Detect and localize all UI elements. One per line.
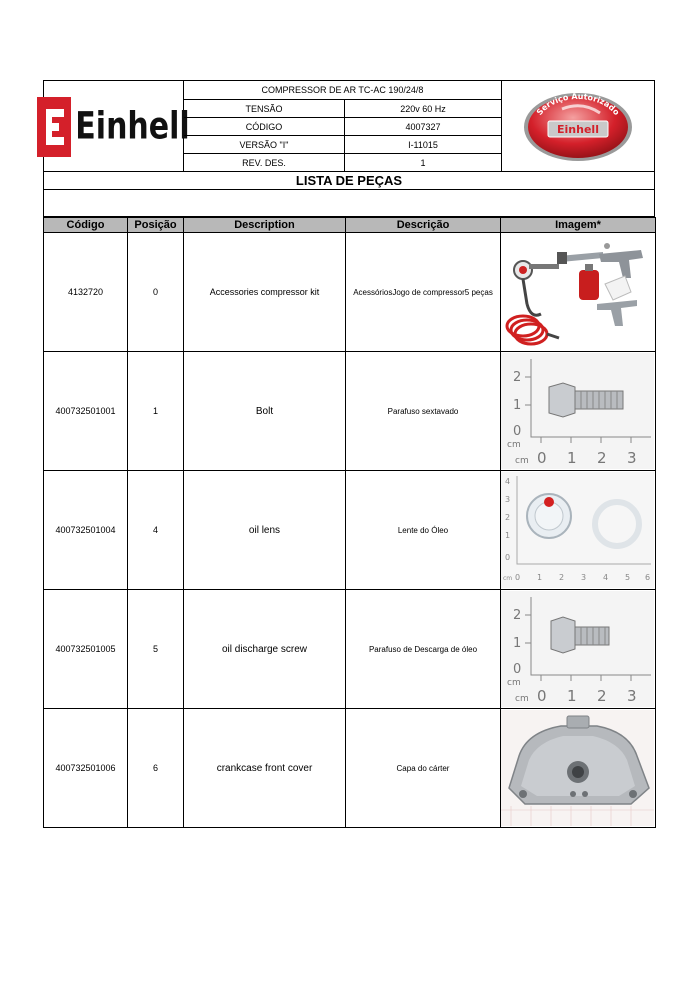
brand-logo-cell: [44, 81, 190, 172]
hex-bolt-image: [501, 353, 654, 469]
column-header-position: Posição: [128, 218, 184, 233]
svg-text:0: 0: [505, 553, 511, 562]
model-info: [184, 81, 501, 172]
cell-description-pt: Parafuso sextavado: [346, 352, 501, 471]
info-label: TENSÃO: [184, 100, 345, 117]
svg-text:2: 2: [597, 687, 607, 705]
crankcase-cover-image: [501, 710, 654, 826]
svg-text:2: 2: [513, 370, 522, 385]
cell-position: 5: [128, 590, 184, 709]
svg-text:2: 2: [505, 513, 511, 522]
cell-position: 1: [128, 352, 184, 471]
cell-description-pt: Capa do cárter: [346, 709, 501, 828]
brand-name: Einhell: [75, 104, 190, 149]
cell-image: [501, 471, 656, 590]
svg-text:0: 0: [513, 424, 522, 439]
svg-text:3: 3: [627, 687, 637, 705]
svg-text:cm: cm: [515, 456, 529, 466]
svg-text:4: 4: [603, 573, 609, 582]
info-row-voltage: [184, 100, 501, 118]
svg-text:0: 0: [537, 449, 547, 467]
cell-image: [501, 709, 656, 828]
table-row: [44, 709, 656, 828]
model-title: COMPRESSOR DE AR TC-AC 190/24/8: [184, 81, 501, 100]
svg-text:cm: cm: [507, 678, 521, 688]
info-value: 4007327: [405, 121, 441, 132]
cell-position: 4: [128, 471, 184, 590]
svg-text:2: 2: [597, 449, 607, 467]
svg-text:3: 3: [581, 573, 587, 582]
svg-text:0: 0: [513, 662, 522, 677]
svg-text:3: 3: [505, 495, 511, 504]
svg-text:1: 1: [567, 449, 577, 467]
service-seal-icon: [522, 91, 634, 163]
cell-position: 6: [128, 709, 184, 828]
cell-code: 4132720: [44, 233, 128, 352]
cell-code: 400732501004: [44, 471, 128, 590]
svg-text:1: 1: [567, 687, 577, 705]
svg-text:cm: cm: [503, 575, 513, 582]
svg-text:2: 2: [513, 608, 522, 623]
svg-text:0: 0: [515, 573, 521, 582]
authorized-service-seal: [501, 81, 654, 172]
info-label: VERSÃO "I": [184, 136, 345, 153]
cell-image: [501, 590, 656, 709]
cell-description-en: Accessories compressor kit: [184, 233, 346, 352]
info-label: REV. DES.: [184, 154, 345, 172]
svg-text:1: 1: [513, 636, 522, 651]
column-header-code: Código: [44, 218, 128, 233]
einhell-e-icon: [37, 97, 71, 157]
cell-description-pt: AcessóriosJogo de compressor5 peças: [346, 233, 501, 352]
column-header-description-pt: Descrição: [346, 218, 501, 233]
svg-text:1: 1: [505, 531, 511, 540]
info-value: 220v 60 Hz: [400, 103, 446, 114]
svg-text:3: 3: [627, 449, 637, 467]
column-header-description-en: Description: [184, 218, 346, 233]
table-header-row: [44, 218, 656, 233]
spacer-row: [43, 190, 655, 217]
table-row: [44, 233, 656, 352]
svg-text:1: 1: [513, 398, 522, 413]
table-row: [44, 590, 656, 709]
svg-text:Einhell: Einhell: [557, 122, 599, 136]
oil-lens-image: [501, 472, 654, 588]
accessory-kit-image: [501, 234, 654, 350]
parts-table: [43, 217, 656, 828]
info-label: CÓDIGO: [184, 118, 345, 135]
cell-description-pt: Parafuso de Descarga de óleo: [346, 590, 501, 709]
svg-text:4: 4: [505, 477, 511, 486]
cell-description-en: oil lens: [184, 471, 346, 590]
oil-screw-image: [501, 591, 654, 707]
document-header: [43, 80, 655, 171]
info-value: 1: [420, 158, 426, 168]
cell-description-en: oil discharge screw: [184, 590, 346, 709]
svg-text:1: 1: [537, 573, 543, 582]
svg-text:cm: cm: [515, 694, 529, 704]
cell-image: [501, 352, 656, 471]
cell-code: 400732501001: [44, 352, 128, 471]
page-title: LISTA DE PEÇAS: [43, 171, 655, 190]
table-row: [44, 471, 656, 590]
parts-sheet: [43, 80, 655, 828]
cell-description-pt: Lente do Óleo: [346, 471, 501, 590]
info-row-version: [184, 136, 501, 154]
svg-text:5: 5: [625, 573, 631, 582]
cell-description-en: Bolt: [184, 352, 346, 471]
einhell-logo: [37, 97, 189, 157]
cell-description-en: crankcase front cover: [184, 709, 346, 828]
svg-text:2: 2: [559, 573, 565, 582]
cell-code: 400732501006: [44, 709, 128, 828]
info-value: I-11015: [408, 139, 438, 150]
cell-image: [501, 233, 656, 352]
info-row-revision: [184, 154, 501, 172]
svg-text:Serviço Autorizado: Serviço Autorizado: [534, 91, 622, 117]
column-header-image: Imagem*: [501, 218, 656, 233]
svg-text:6: 6: [645, 573, 651, 582]
cell-position: 0: [128, 233, 184, 352]
svg-text:cm: cm: [507, 440, 521, 450]
cell-code: 400732501005: [44, 590, 128, 709]
svg-text:0: 0: [537, 687, 547, 705]
info-row-code: [184, 118, 501, 136]
table-row: [44, 352, 656, 471]
